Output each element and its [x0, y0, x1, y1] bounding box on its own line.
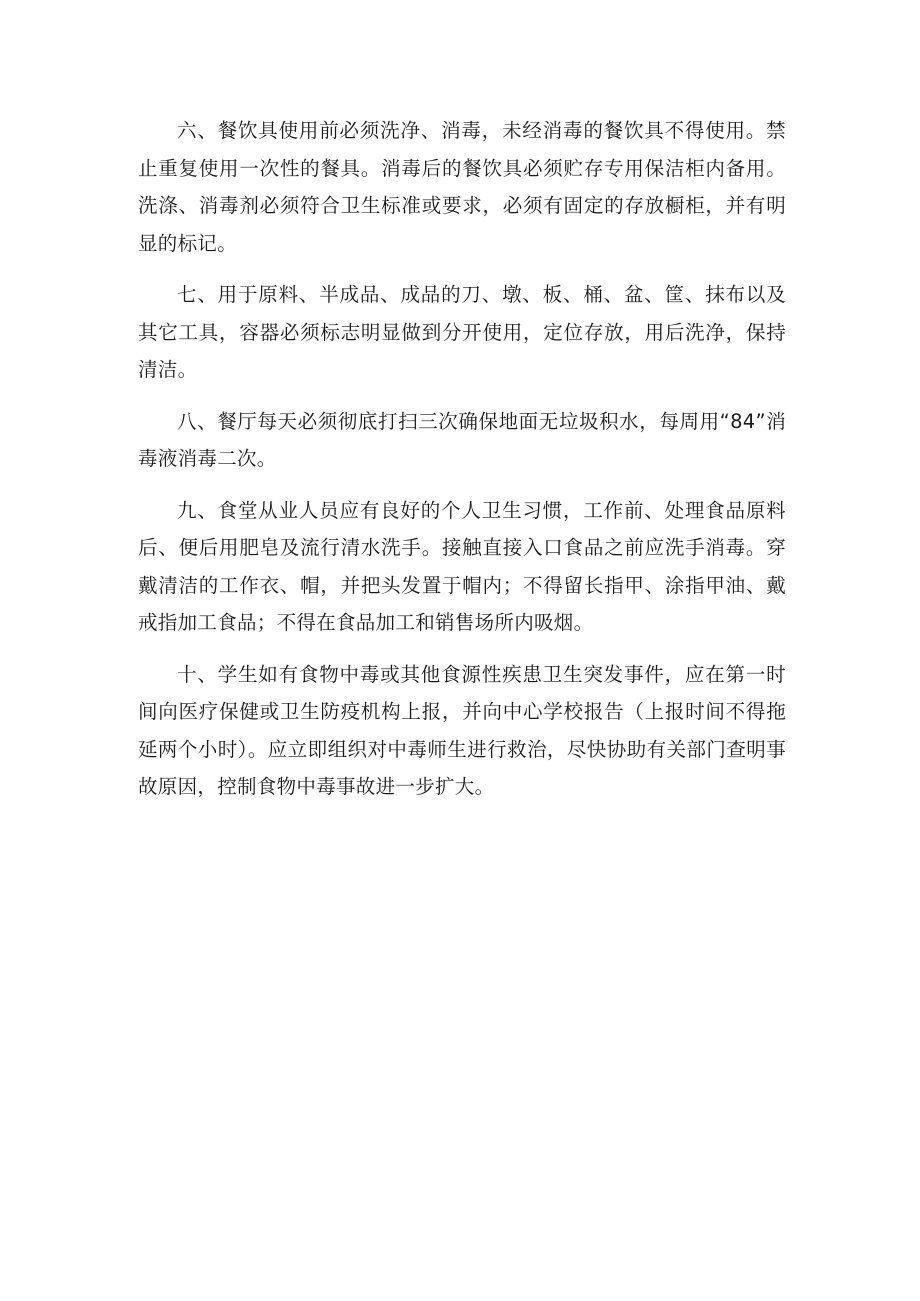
- paragraph-9: 九、食堂从业人员应有良好的个人卫生习惯，工作前、处理食品原料后、便后用肥皂及流行清水洗手。接触直接入口食品之前应洗手消毒。穿戴清洁的工作衣、帽，并把头发置于帽内；不得留长指甲、涂指甲油、戴戒指加工食品；不得在食品加工和销售场所内吸烟。: [138, 498, 786, 634]
- paragraph-6: 六、餐饮具使用前必须洗净、消毒，未经消毒的餐饮具不得使用。禁止重复使用一次性的餐具。消毒后的餐饮具必须贮存专用保洁柜内备用。洗涤、消毒剂必须符合卫生标准或要求，必须有固定的存放橱柜，并有明显的标记。: [138, 119, 786, 255]
- paragraph-7: 七、用于原料、半成品、成品的刀、墩、板、桶、盆、筐、抹布以及其它工具，容器必须标志明显做到分开使用，定位存放，用后洗净，保持清洁。: [138, 283, 786, 381]
- paragraph-10: 十、学生如有食物中毒或其他食源性疾患卫生突发事件，应在第一时间向医疗保健或卫生防疫机构上报，并向中心学校报告（上报时间不得拖延两个小时）。应立即组织对中毒师生进行救治，尽快协助有关部门查明事故原因，控制食物中毒事故进一步扩大。: [138, 662, 786, 798]
- document-body: [138, 112, 786, 820]
- paragraph-8: 八、餐厅每天必须彻底打扫三次确保地面无垃圾积水，每周用“84”消毒液消毒二次。: [138, 409, 786, 470]
